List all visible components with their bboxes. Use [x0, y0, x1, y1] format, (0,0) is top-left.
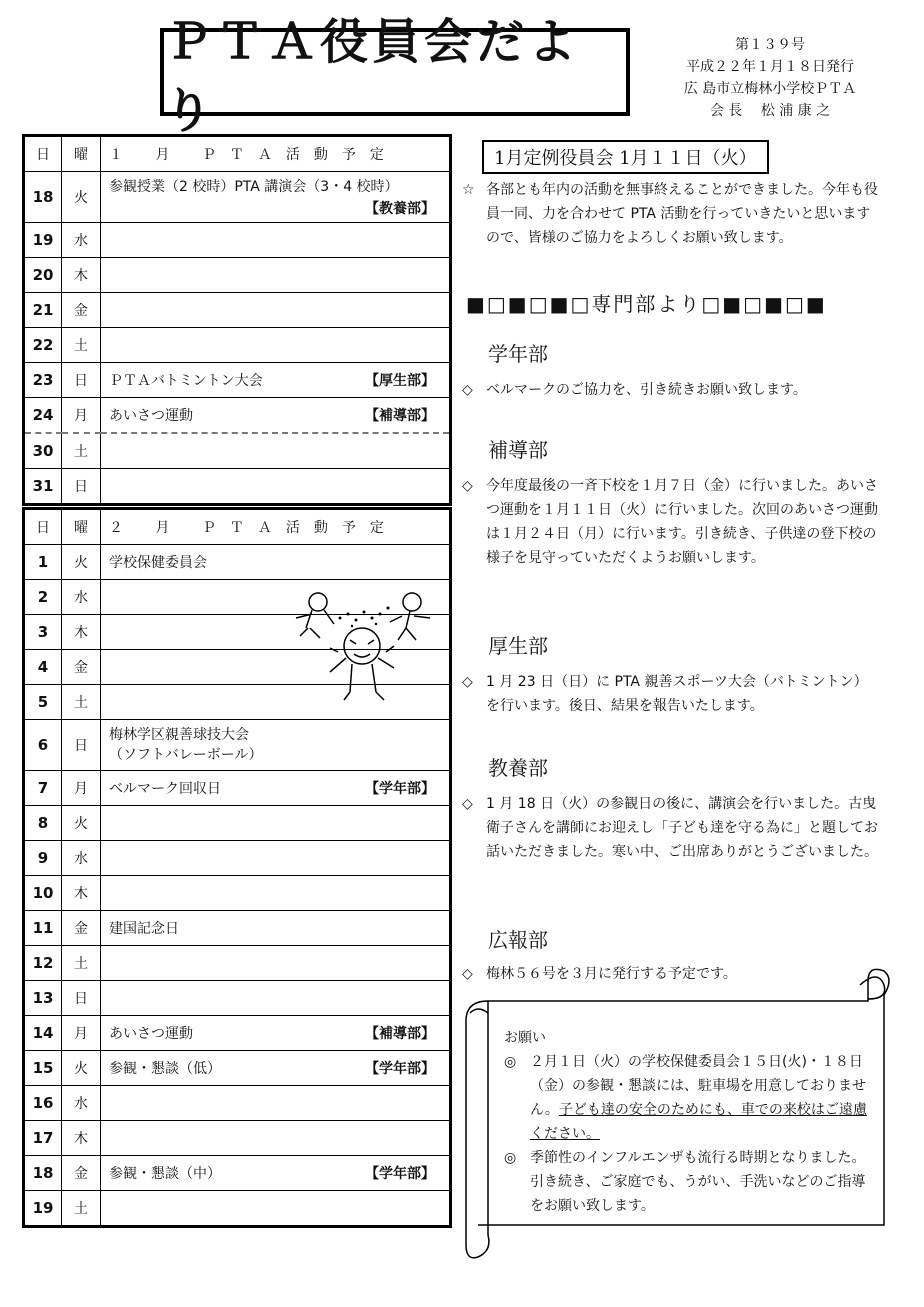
schedule-day: 11	[24, 911, 62, 946]
schedule-row	[24, 1051, 451, 1086]
schedule-day: 17	[24, 1121, 62, 1156]
schedule-day: 19	[24, 223, 62, 258]
schedule-event: 参観授業（2 校時）PTA 講演会（3・4 校時）	[109, 179, 399, 195]
schedule-weekday: 木	[62, 1121, 101, 1156]
schedule-row	[24, 363, 451, 398]
weekday-header: 曜	[62, 136, 101, 172]
schedule-event: 参観・懇談（中）	[109, 1166, 221, 1182]
schedule-event-cell	[101, 172, 451, 223]
diamond-icon: ◇	[462, 382, 473, 398]
schedule-event-cell	[101, 363, 451, 398]
schedule-day: 7	[24, 771, 62, 806]
january-schedule-title: １ 月 ＰＴＡ活動予定	[101, 136, 451, 172]
schedule-weekday: 土	[62, 1191, 101, 1227]
newsletter-title: ＰＴＡ役員会だより	[164, 14, 581, 139]
schedule-event-cell	[101, 841, 451, 876]
issue-number: 第１３９号	[735, 37, 805, 53]
schedule-event-cell	[101, 1086, 451, 1121]
schedule-row	[24, 433, 451, 469]
schedule-day: 3	[24, 615, 62, 650]
schedule-event: ＰＴＡバトミントン大会	[109, 373, 263, 389]
schedule-day: 24	[24, 398, 62, 434]
day-header: 日	[24, 509, 62, 545]
department-text: ベルマークのご協力を、引き続きお願い致します。	[486, 382, 807, 398]
department-text: 梅林５６号を３月に発行する予定です。	[486, 966, 737, 982]
issue-president: 会 長 松 浦 康 之	[709, 103, 831, 119]
diamond-icon: ◇	[462, 478, 473, 494]
schedule-day: 30	[24, 433, 62, 469]
schedule-day: 9	[24, 841, 62, 876]
schedule-event-cell	[101, 469, 451, 505]
schedule-weekday: 火	[62, 1051, 101, 1086]
schedule-day: 20	[24, 258, 62, 293]
january-schedule-table	[22, 134, 452, 506]
schedule-row	[24, 1191, 451, 1227]
department-tag: 【厚生部】	[365, 373, 435, 389]
department-heading: 広報部	[488, 928, 548, 952]
schedule-day: 4	[24, 650, 62, 685]
issue-publisher: 広 島市立梅林小学校ＰＴＡ	[683, 81, 857, 97]
schedule-row	[24, 946, 451, 981]
schedule-weekday: 火	[62, 806, 101, 841]
schedule-day: 5	[24, 685, 62, 720]
schedule-weekday: 木	[62, 876, 101, 911]
issue-info	[660, 34, 880, 122]
schedule-event: 参観・懇談（低）	[109, 1061, 221, 1077]
schedule-event-cell	[101, 223, 451, 258]
newsletter-title-box	[160, 14, 630, 139]
schedule-weekday: 木	[62, 258, 101, 293]
notice-item-text: 季節性のインフルエンザも流行る時期となりました。引き続き、ご家庭でも、うがい、手洗いなどのご指導をお願い致します。	[530, 1150, 866, 1214]
department-text: 今年度最後の一斉下校を１月７日（金）に行いました。あいさつ運動を１月１１日（火）に行いました。次回のあいさつ運動は１月２４日（月）に行います。引き続き、子供達の登下校の様子を見守っていただくようお願いします。	[486, 478, 878, 566]
schedule-weekday: 日	[62, 720, 101, 771]
schedule-day: 1	[24, 545, 62, 580]
department-tag: 【学年部】	[365, 1061, 435, 1077]
schedule-event: あいさつ運動	[109, 1026, 193, 1042]
schedule-day: 10	[24, 876, 62, 911]
department-tag: 【学年部】	[365, 781, 435, 797]
schedule-day: 23	[24, 363, 62, 398]
department-paragraph	[462, 378, 878, 402]
february-header-row	[24, 509, 451, 545]
schedule-event-cell	[101, 771, 451, 806]
notice-item-text: ２月１日（火）の学校保健委員会１５日(火)・１８日（金）の参観・懇談には、駐車場を用意しておりません。	[530, 1054, 866, 1118]
schedule-event-cell	[101, 433, 451, 469]
schedule-weekday: 水	[62, 1086, 101, 1121]
schedule-weekday: 木	[62, 615, 101, 650]
schedule-row	[24, 1086, 451, 1121]
schedule-weekday: 水	[62, 223, 101, 258]
schedule-weekday: 金	[62, 650, 101, 685]
schedule-day: 21	[24, 293, 62, 328]
weekday-header: 曜	[62, 509, 101, 545]
schedule-event-cell	[101, 911, 451, 946]
schedule-day: 19	[24, 1191, 62, 1227]
department-heading: 厚生部	[488, 634, 548, 658]
notice-box	[504, 1026, 874, 1218]
schedule-weekday: 金	[62, 1156, 101, 1191]
schedule-day: 18	[24, 172, 62, 223]
department-text: 1 月 18 日（火）の参観日の後に、講演会を行いました。古曳衛子さんを講師にお迎えし「子ども達を守る為に」と題してお話いただきました。寒い中、ご出席ありがとうございました。	[486, 796, 878, 860]
schedule-weekday: 火	[62, 545, 101, 580]
january-header-row	[24, 136, 451, 172]
schedule-event: あいさつ運動	[109, 408, 193, 424]
schedule-row	[24, 398, 451, 434]
schedule-event-cell	[101, 946, 451, 981]
schedule-weekday: 金	[62, 911, 101, 946]
schedule-day: 6	[24, 720, 62, 771]
greeting-paragraph	[462, 178, 878, 250]
greeting-text: 各部とも年内の活動を無事終えることができました。今年も役員一同、力を合わせて PTA 活動を行っていきたいと思いますので、皆様のご協力をよろしくお願い致します。	[486, 182, 878, 246]
schedule-day: 2	[24, 580, 62, 615]
schedule-event-cell	[101, 1156, 451, 1191]
schedule-row	[24, 911, 451, 946]
department-tag: 【教養部】	[365, 201, 435, 217]
schedule-event-cell	[101, 1016, 451, 1051]
schedule-event: ベルマーク回収日	[109, 781, 221, 797]
schedule-day: 31	[24, 469, 62, 505]
double-circle-icon: ◎	[504, 1150, 517, 1166]
schedule-weekday: 土	[62, 685, 101, 720]
notice-item-underlined: 子ども達の安全のためにも、車での来校はご遠慮ください。	[530, 1102, 867, 1142]
schedule-event-cell	[101, 1051, 451, 1086]
department-heading: 学年部	[488, 342, 548, 366]
notice-title: お願い	[504, 1030, 546, 1046]
schedule-weekday: 金	[62, 293, 101, 328]
schedule-row	[24, 1156, 451, 1191]
schedule-weekday: 日	[62, 363, 101, 398]
schedule-event-detail: （ソフトバレーボール）	[109, 747, 263, 763]
schedule-event-cell	[101, 545, 451, 580]
schedule-event-cell	[101, 1191, 451, 1227]
schedule-event: 建国記念日	[109, 921, 179, 937]
schedule-weekday: 水	[62, 580, 101, 615]
schedule-weekday: 土	[62, 433, 101, 469]
schedule-event-cell	[101, 720, 451, 771]
schedule-event-cell	[101, 258, 451, 293]
schedule-day: 18	[24, 1156, 62, 1191]
schedule-weekday: 日	[62, 469, 101, 505]
schedule-row	[24, 771, 451, 806]
day-header: 日	[24, 136, 62, 172]
schedule-weekday: 月	[62, 1016, 101, 1051]
schedule-row	[24, 293, 451, 328]
diamond-icon: ◇	[462, 796, 473, 812]
schedule-event-cell	[101, 806, 451, 841]
schedule-day: 14	[24, 1016, 62, 1051]
schedule-event-cell	[101, 1121, 451, 1156]
schedule-row	[24, 172, 451, 223]
department-heading: 補導部	[488, 438, 548, 462]
schedule-event-cell	[101, 981, 451, 1016]
departments-banner: ■□■□■□専門部より□■□■□■	[466, 292, 827, 316]
diamond-icon: ◇	[462, 966, 473, 982]
schedule-day: 15	[24, 1051, 62, 1086]
department-heading: 教養部	[488, 756, 548, 780]
department-paragraph	[462, 474, 878, 570]
schedule-event-cell	[101, 398, 451, 434]
schedule-weekday: 水	[62, 841, 101, 876]
schedule-row	[24, 1121, 451, 1156]
schedule-event: 学校保健委員会	[109, 555, 207, 571]
schedule-row	[24, 469, 451, 505]
notice-item	[504, 1050, 874, 1146]
department-tag: 【補導部】	[365, 1026, 435, 1042]
meeting-heading: 1月定例役員会 1月１１日（火）	[482, 140, 769, 174]
schedule-row	[24, 223, 451, 258]
schedule-row	[24, 981, 451, 1016]
star-icon: ☆	[462, 182, 475, 198]
diamond-icon: ◇	[462, 674, 473, 690]
kids-running-illustration	[290, 588, 440, 716]
schedule-day: 12	[24, 946, 62, 981]
department-tag: 【学年部】	[365, 1166, 435, 1182]
schedule-event: 梅林学区親善球技大会	[109, 727, 249, 743]
department-text: 1 月 23 日（日）に PTA 親善スポーツ大会（バトミントン）を行います。後日、結果を報告いたします。	[486, 674, 868, 714]
department-tag: 【補導部】	[365, 408, 435, 424]
schedule-weekday: 火	[62, 172, 101, 223]
issue-date: 平成２２年１月１８日発行	[686, 59, 854, 75]
schedule-row	[24, 1016, 451, 1051]
schedule-weekday: 月	[62, 771, 101, 806]
schedule-weekday: 日	[62, 981, 101, 1016]
schedule-event-cell	[101, 876, 451, 911]
schedule-row	[24, 806, 451, 841]
schedule-weekday: 土	[62, 328, 101, 363]
schedule-row	[24, 876, 451, 911]
schedule-row	[24, 328, 451, 363]
schedule-day: 8	[24, 806, 62, 841]
schedule-row	[24, 545, 451, 580]
schedule-weekday: 月	[62, 398, 101, 434]
notice-item	[504, 1146, 874, 1218]
schedule-row	[24, 258, 451, 293]
department-paragraph	[462, 792, 878, 864]
schedule-day: 16	[24, 1086, 62, 1121]
schedule-event-cell	[101, 328, 451, 363]
schedule-day: 22	[24, 328, 62, 363]
schedule-row	[24, 841, 451, 876]
department-paragraph	[462, 670, 878, 718]
schedule-row	[24, 720, 451, 771]
double-circle-icon: ◎	[504, 1054, 517, 1070]
february-schedule-title: ２ 月 ＰＴＡ活動予定	[101, 509, 451, 545]
schedule-weekday: 土	[62, 946, 101, 981]
schedule-event-cell	[101, 293, 451, 328]
schedule-day: 13	[24, 981, 62, 1016]
